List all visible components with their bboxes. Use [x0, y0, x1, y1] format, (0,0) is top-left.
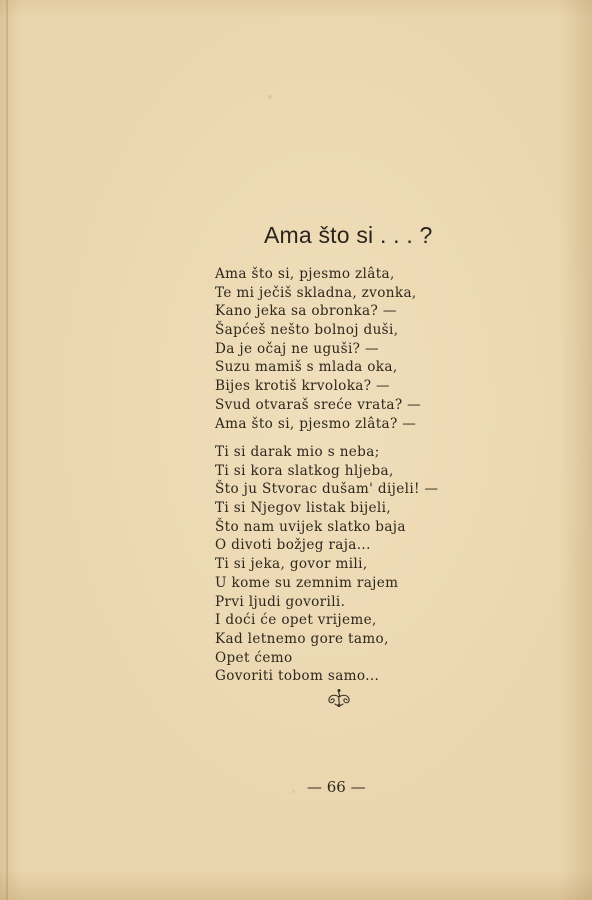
- poem-line: Te mi ječiš skladna, zvonka,: [215, 284, 417, 301]
- poem-line: Suzu mamiš s mlada oka,: [215, 359, 398, 376]
- poem-line: Što nam uvijek slatko baja: [215, 518, 406, 535]
- poem-line: Kano jeka sa obronka? —: [215, 303, 397, 320]
- poem-line: I doći će opet vrijeme,: [215, 612, 377, 629]
- page-number: — 66 —: [307, 778, 366, 796]
- poem-line: Ti si Njegov listak bijeli,: [215, 500, 391, 517]
- poem-line: Prvi ljudi govorili.: [215, 593, 346, 610]
- poem-line: Ti si jeka, govor mili,: [215, 556, 368, 573]
- poem-stanza-1: [215, 265, 421, 433]
- poem-line: Ama što si, pjesmo zlâta? —: [215, 415, 417, 432]
- floral-ornament-icon: [326, 688, 352, 708]
- poem-line: Što ju Stvorac dušam' dijeli! —: [215, 481, 439, 498]
- paper-stain: [292, 790, 295, 793]
- poem-line: Ama što si, pjesmo zlâta,: [215, 266, 395, 282]
- poem-title: Ama što si . . . ?: [264, 222, 433, 248]
- poem-line: Svud otvaraš sreće vrata? —: [215, 396, 422, 413]
- poem-line: Bijes krotiš krvoloka? —: [215, 378, 390, 395]
- poem-line: Kad letnemo gore tamo,: [215, 630, 389, 647]
- page-fold-shadow: [6, 0, 8, 900]
- poem-line: O divoti božjeg raja...: [215, 537, 371, 554]
- poem-line: Ti si darak mio s neba;: [215, 444, 380, 460]
- poem-line: Šapćeš nešto bolnoj duši,: [215, 322, 399, 339]
- poem-line: Opet ćemo: [215, 649, 293, 666]
- poem-line: Da je očaj ne uguši? —: [215, 340, 379, 357]
- poem-line: Ti si kora slatkog hljeba,: [215, 462, 394, 479]
- poem-line: Govoriti tobom samo...: [215, 668, 380, 685]
- poem-line: U kome su zemnim rajem: [215, 574, 399, 591]
- poem-stanza-2: [215, 443, 438, 686]
- paper-stain: [268, 95, 272, 99]
